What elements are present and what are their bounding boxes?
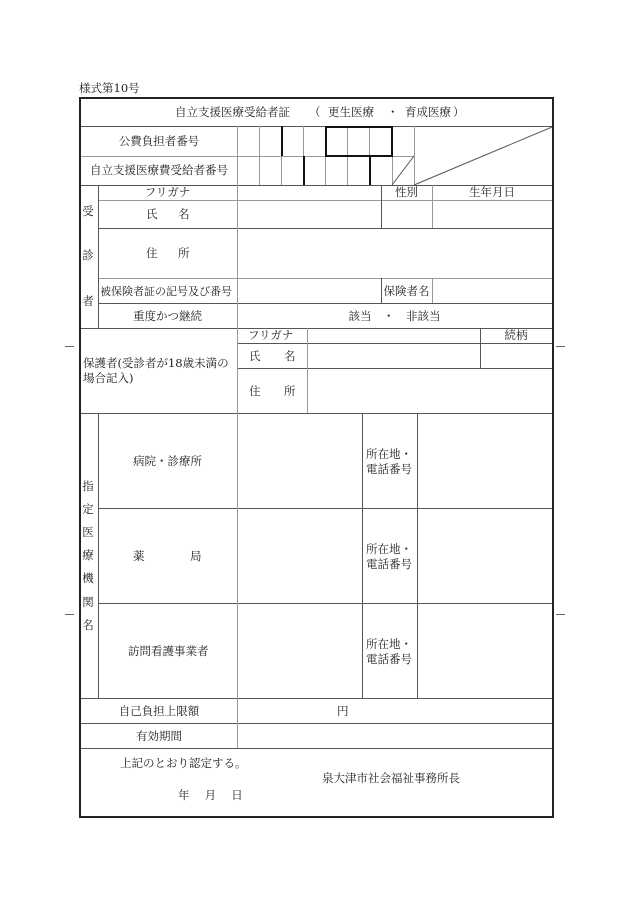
rule	[237, 328, 238, 413]
validity-period-input[interactable]	[238, 724, 551, 747]
guardian-label-line2: 場合記入)	[83, 371, 134, 385]
title-option-ikusei[interactable]: 育成医療	[405, 105, 451, 119]
birthdate-input[interactable]	[433, 201, 551, 227]
recipient-number-label: 自立支援医療費受給者番号	[90, 163, 228, 177]
title-separator: ・	[387, 105, 399, 119]
title-close-paren: ）	[453, 105, 465, 119]
hospital-clinic-label: 病院・診療所	[133, 454, 202, 468]
insurer-label: 保険者名	[383, 284, 430, 298]
relationship-input[interactable]	[481, 344, 551, 367]
institution-side-label-5: 機	[82, 571, 94, 585]
guardian-address-input[interactable]	[308, 369, 551, 412]
title-option-kosei[interactable]: 更生医療	[328, 105, 374, 119]
sex-label: 性別	[395, 185, 418, 199]
visiting-nurse-name-input[interactable]	[238, 604, 361, 697]
patient-address-input[interactable]	[238, 229, 551, 277]
guardian-name-input[interactable]	[308, 344, 479, 367]
insurance-number-input[interactable]	[238, 279, 380, 302]
patient-side-label-2: 診	[82, 248, 94, 262]
issue-date[interactable]: 年 月 日	[178, 788, 243, 802]
pharmacy-name-input[interactable]	[238, 509, 361, 602]
patient-side-label-3: 者	[82, 294, 94, 308]
title-open-paren: （	[309, 105, 321, 119]
severe-continuous-label: 重度かつ継続	[133, 309, 202, 323]
pharmacy-label-1: 薬	[133, 549, 145, 563]
insurer-input[interactable]	[433, 279, 551, 302]
pharmacy-location-input[interactable]	[418, 509, 551, 602]
rule	[98, 185, 99, 328]
public-payer-number-label: 公費負担者番号	[118, 134, 200, 148]
institution-side-label-4: 療	[82, 548, 94, 562]
guardian-address-label-2: 所	[284, 384, 296, 398]
patient-name-label-1: 氏	[146, 207, 158, 221]
copay-limit-unit: 円	[337, 704, 349, 718]
diagonal-small	[392, 156, 414, 185]
rule	[98, 413, 99, 698]
visiting-nurse-label: 訪問看護事業者	[128, 644, 209, 658]
public-payer-number-input[interactable]	[238, 127, 391, 155]
sex-input[interactable]	[382, 201, 431, 227]
patient-furigana-label: フリガナ	[144, 185, 191, 199]
validity-period-label: 有効期間	[136, 729, 182, 743]
institution-side-label-3: 医	[82, 525, 94, 539]
certification-statement: 上記のとおり認定する。	[120, 756, 247, 770]
patient-side-label-1: 受	[82, 204, 94, 218]
guardian-furigana-label: フリガナ	[248, 328, 294, 342]
patient-address-label-2: 所	[178, 246, 190, 260]
hospital-location-label-1: 所在地・	[366, 447, 412, 461]
patient-name-input[interactable]	[238, 201, 380, 227]
form-number: 様式第10号	[79, 81, 140, 95]
guardian-address-label-1: 住	[249, 384, 261, 398]
recipient-number-input[interactable]	[238, 157, 391, 184]
pharmacy-label-2: 局	[190, 549, 202, 563]
guardian-label-line1: 保護者(受診者が18歳未満の	[83, 356, 229, 370]
institution-side-label-2: 定	[82, 502, 94, 516]
patient-name-label-2: 名	[178, 207, 190, 221]
copay-limit-label: 自己負担上限額	[118, 704, 200, 718]
insurance-number-label: 被保険者証の記号及び番号	[100, 285, 232, 298]
copay-limit-input[interactable]	[238, 699, 333, 722]
birthdate-label: 生年月日	[469, 185, 515, 199]
relationship-label: 続柄	[504, 328, 528, 342]
issuer-name: 泉大津市社会福祉事務所長	[322, 771, 460, 785]
diagonal-large	[414, 127, 552, 185]
hospital-location-input[interactable]	[418, 414, 551, 507]
guardian-furigana-input[interactable]	[308, 329, 479, 342]
severe-continuous-options[interactable]: 該当 ・ 非該当	[348, 309, 441, 323]
guardian-name-label-1: 氏	[249, 349, 261, 363]
title-main: 自立支援医療受給者証	[175, 105, 290, 119]
institution-side-label-1: 指	[82, 479, 94, 493]
visiting-nurse-location-label-1: 所在地・	[366, 637, 412, 651]
institution-side-label-6: 関	[82, 595, 94, 609]
pharmacy-location-label-2: 電話番号	[366, 557, 412, 571]
patient-address-label-1: 住	[146, 246, 158, 260]
visiting-nurse-location-input[interactable]	[418, 604, 551, 697]
rule	[362, 413, 363, 698]
hospital-location-label-2: 電話番号	[366, 462, 412, 476]
visiting-nurse-location-label-2: 電話番号	[366, 652, 412, 666]
institution-side-label-7: 名	[82, 618, 94, 632]
guardian-name-label-2: 名	[284, 349, 296, 363]
pharmacy-location-label-1: 所在地・	[366, 542, 412, 556]
patient-furigana-input[interactable]	[238, 186, 380, 199]
hospital-name-input[interactable]	[238, 414, 361, 507]
